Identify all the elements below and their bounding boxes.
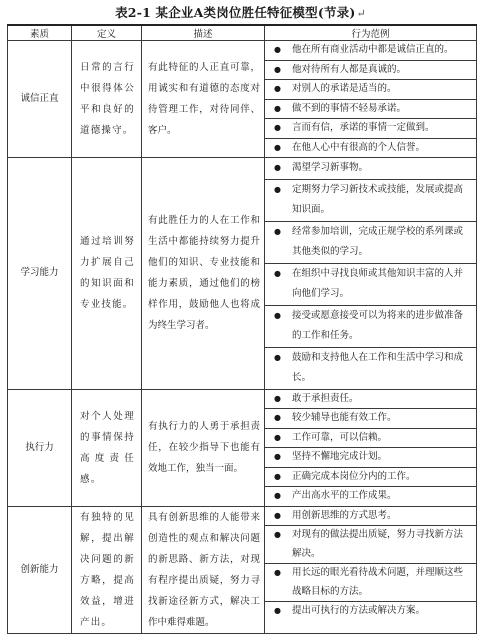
behavior-item: ● 在他人心中有很高的个人信誉。	[265, 139, 476, 158]
quality-cell: 执行力	[8, 389, 72, 506]
quality-cell: 诚信正直	[8, 41, 72, 158]
behavior-item: ● 工作可靠，可以信赖。	[265, 429, 476, 449]
bullet-icon: ●	[274, 471, 281, 481]
behavior-item: ● 经常参加培训，完成正规学校的系列课或其他类似的学习。	[265, 222, 476, 264]
behavior-item: ● 他对待所有人都是真诚的。	[265, 61, 476, 81]
behavior-list	[265, 41, 476, 157]
behavior-list	[265, 158, 476, 389]
definition-cell: 有独特的见解，提出解决问题的新方略，提高效益，增进产出。	[72, 506, 142, 633]
table-row	[8, 506, 477, 633]
header-quality: 素质	[8, 25, 72, 41]
header-behaviors: 行为范例	[265, 25, 477, 41]
behavior-item: ● 坚持不懈地完成计划。	[265, 448, 476, 468]
behavior-item: ● 渴望学习新事物。	[265, 158, 476, 180]
description-cell: 有此特征的人正直可靠，用诚实和有道德的态度对待管理工作，对待同伴、客户。	[142, 41, 265, 158]
bullet-icon: ●	[274, 413, 281, 422]
bullet-icon: ●	[274, 510, 281, 520]
behavior-list	[265, 390, 476, 506]
bullet-icon: ●	[274, 123, 281, 132]
table-header-row	[8, 25, 477, 41]
bullet-icon: ●	[274, 393, 281, 403]
behavior-item: ● 鼓励和支持他人在工作和生活中学习和成长。	[265, 348, 476, 389]
competency-model-table	[7, 24, 477, 634]
bullet-icon: ●	[274, 606, 281, 615]
behavior-list	[265, 507, 476, 621]
bullet-icon: ●	[274, 45, 281, 54]
behavior-item: ● 对别人的承诺是适当的。	[265, 80, 476, 100]
behavior-item: ● 定期努力学习新技术或技能，发展或提高知识面。	[265, 180, 476, 222]
description-cell: 具有创新思维的人能带来创造性的观点和解决问题的新思路、新方法，对现有程序提出质疑，努力寻找新途径新方式，解决工作中难得难题。	[142, 506, 265, 633]
bullet-icon: ●	[274, 163, 281, 172]
table-row	[8, 41, 477, 158]
table-title	[0, 3, 481, 21]
behaviors-cell	[265, 506, 477, 633]
behavior-item: ● 正确完成本岗位分内的工作。	[265, 468, 476, 488]
bullet-icon: ●	[274, 310, 281, 320]
description-cell: 有此胜任力的人在工作和生活中都能持续努力提升他们的知识、专业技能和能力素质，通过他们的榜样作用，鼓励他人也将成为终生学习者。	[142, 158, 265, 390]
behavior-item: ● 言而有信，承诺的事情一定做到。	[265, 119, 476, 139]
table-row	[8, 158, 477, 390]
bullet-icon: ●	[274, 64, 281, 74]
behavior-item: ● 较少辅导也能有效工作。	[265, 409, 476, 429]
behavior-item: ● 用长远的眼光看待战术问题，并理顺这些战略目标的方法。	[265, 564, 476, 602]
bullet-icon: ●	[274, 142, 281, 152]
header-definition: 定义	[72, 25, 142, 41]
bullet-icon: ●	[274, 352, 281, 362]
behavior-item: ● 提出可执行的方法或解决方案。	[265, 602, 476, 621]
behavior-item: ● 敢于承担责任。	[265, 390, 476, 410]
quality-cell: 创新能力	[8, 506, 72, 633]
definition-cell: 日常的言行中很得体公平和良好的道德操守。	[72, 41, 142, 158]
behavior-item: ● 接受或愿意接受可以为将来的进步做准备的工作和任务。	[265, 306, 476, 348]
bullet-icon: ●	[274, 226, 281, 236]
bullet-icon: ●	[274, 268, 281, 278]
bullet-icon: ●	[274, 491, 281, 500]
bullet-icon: ●	[274, 103, 281, 113]
bullet-icon: ●	[274, 184, 281, 194]
table-row	[8, 389, 477, 506]
header-description: 描述	[142, 25, 265, 41]
bullet-icon: ●	[274, 432, 281, 442]
behavior-item: ● 对现有的做法提出质疑，努力寻找新方法解决。	[265, 526, 476, 564]
behavior-item: ● 产出高水平的工作成果。	[265, 487, 476, 506]
return-mark-icon: ↵	[356, 7, 366, 20]
description-cell: 有执行力的人勇于承担责任，在较少指导下也能有效地工作，独当一面。	[142, 389, 265, 506]
behavior-item: ● 用创新思维的方式思考。	[265, 507, 476, 527]
behavior-item: ● 做不到的事情不轻易承诺。	[265, 100, 476, 120]
bullet-icon: ●	[274, 530, 281, 539]
bullet-icon: ●	[274, 84, 281, 93]
behavior-item: ● 在组织中寻找良师或其他知识丰富的人并向他们学习。	[265, 264, 476, 306]
behaviors-cell	[265, 389, 477, 506]
behavior-item: ● 他在所有商业活动中都是诚信正直的。	[265, 41, 476, 61]
behaviors-cell	[265, 41, 477, 158]
definition-cell: 通过培训努力扩展自己的知识面和专业技能。	[72, 158, 142, 390]
quality-cell: 学习能力	[8, 158, 72, 390]
bullet-icon: ●	[274, 568, 281, 577]
behaviors-cell	[265, 158, 477, 390]
bullet-icon: ●	[274, 452, 281, 461]
table-title-text: 表2-1 某企业A类岗位胜任特征模型(节录)	[115, 5, 356, 20]
definition-cell: 对个人处理的事情保持高度责任感。	[72, 389, 142, 506]
